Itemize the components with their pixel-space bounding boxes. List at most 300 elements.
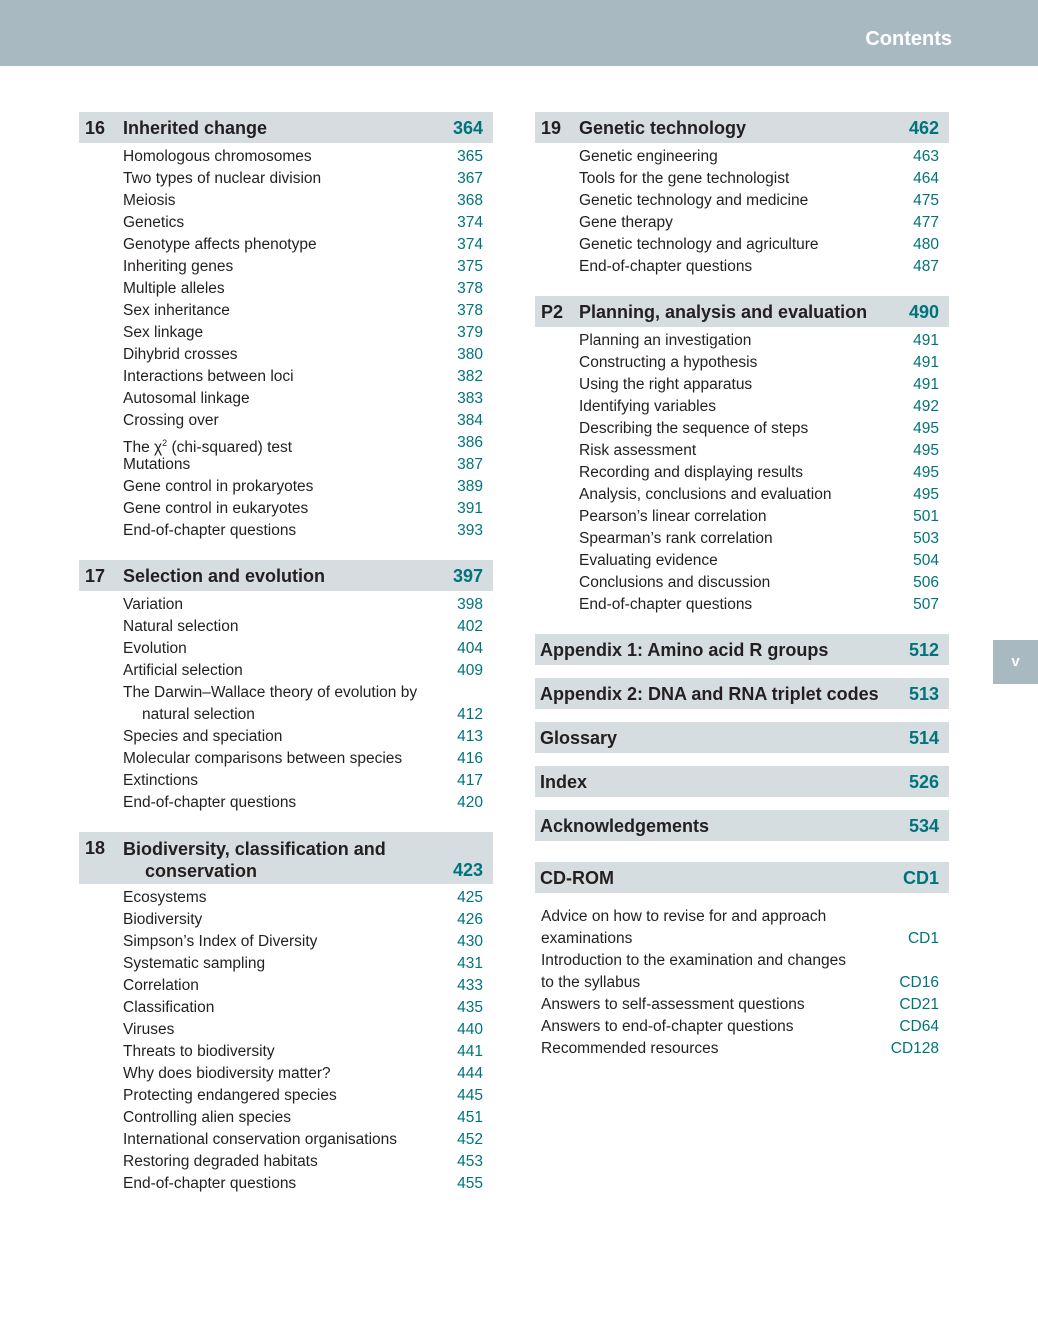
entry-title-continued: examinations	[541, 930, 633, 947]
entry-title	[123, 1041, 275, 1063]
entry-title	[123, 388, 250, 410]
toc-entry[interactable]	[79, 520, 493, 542]
chapter-title-line: Genetic technology	[579, 118, 747, 138]
entry-page-number: 480	[913, 236, 939, 253]
toc-entry[interactable]	[535, 418, 949, 440]
entry-title	[541, 1016, 793, 1038]
entry-title	[579, 190, 808, 212]
entry-page-number: 378	[457, 280, 483, 297]
toc-entry[interactable]	[79, 190, 493, 212]
entry-title	[579, 330, 751, 352]
entry-page-number: 386	[457, 434, 483, 451]
entry-page-number: CD128	[890, 1040, 939, 1057]
entry-page-number: 453	[457, 1153, 483, 1170]
entry-title-line: Ecosystems	[123, 889, 207, 906]
entry-page-number: 491	[913, 376, 939, 393]
entry-title-line: End-of-chapter questions	[579, 258, 753, 275]
entry-title-line: Crossing over	[123, 412, 219, 429]
toc-entry[interactable]	[79, 300, 493, 322]
spacer	[79, 542, 493, 560]
entry-title	[123, 1129, 397, 1151]
entry-title-line: Constructing a hypothesis	[579, 354, 758, 371]
toc-entry[interactable]	[79, 1041, 493, 1063]
entry-title	[579, 256, 752, 278]
entry-page-number: 440	[457, 1021, 483, 1038]
entry-page-number: 464	[913, 170, 939, 187]
chapter-heading[interactable]	[535, 296, 949, 327]
entry-title-line: Inheriting genes	[123, 258, 234, 275]
back-matter-heading[interactable]	[535, 766, 949, 797]
chapter-number: 19	[541, 118, 562, 138]
toc-entry[interactable]	[79, 146, 493, 168]
entry-title-line: Genetic technology and agriculture	[579, 236, 819, 253]
toc-entry[interactable]	[535, 528, 949, 550]
chapter-number: 16	[85, 118, 106, 138]
entry-title	[123, 498, 308, 520]
entry-title	[123, 1085, 337, 1107]
back-matter-heading[interactable]	[535, 634, 949, 665]
entry-title	[579, 506, 767, 528]
entry-title-line: Classification	[123, 999, 215, 1016]
entry-title-line: Dihybrid crosses	[123, 346, 238, 363]
entry-title-line: Answers to self-assessment questions	[541, 996, 805, 1013]
entry-title-line: Two types of nuclear division	[123, 170, 322, 187]
entry-title-part: (chi-squared) test	[167, 439, 293, 457]
entry-title-line: Natural selection	[123, 618, 239, 635]
entry-title	[123, 520, 296, 542]
chapter-title-line: Biodiversity, classification and	[123, 839, 386, 859]
entry-title-line: Molecular comparisons between species	[123, 750, 403, 767]
back-matter-page-number: 526	[908, 772, 939, 792]
entry-title	[123, 146, 312, 168]
chapter-page-number: 397	[452, 566, 483, 586]
chapter-title-line: Inherited change	[123, 118, 268, 138]
entry-title	[123, 638, 187, 660]
entry-page-number: 426	[457, 911, 483, 928]
spacer	[535, 844, 949, 862]
entry-page-number: 387	[457, 456, 483, 473]
toc-entry[interactable]	[79, 168, 493, 190]
spacer	[535, 712, 949, 722]
toc-entry[interactable]	[535, 396, 949, 418]
entry-title-line: Autosomal linkage	[123, 390, 250, 407]
entry-page-number: 382	[457, 368, 483, 385]
cdrom-title: CD-ROM	[540, 868, 614, 888]
entry-page-number: 492	[913, 398, 939, 415]
entry-title-line: Viruses	[123, 1021, 175, 1038]
chapter-title	[123, 838, 386, 882]
toc-entry[interactable]	[535, 462, 949, 484]
chapter-page-number: 462	[908, 118, 939, 138]
entry-title-line: End-of-chapter questions	[123, 522, 297, 539]
entry-title	[123, 212, 184, 234]
entry-page-number: 477	[913, 214, 939, 231]
entry-page-number: 451	[457, 1109, 483, 1126]
back-matter-title: Appendix 1: Amino acid R groups	[540, 640, 829, 660]
entry-title	[541, 1038, 718, 1060]
cdrom-heading[interactable]	[535, 862, 949, 893]
toc-entry[interactable]	[79, 1173, 493, 1195]
entry-title	[123, 997, 214, 1019]
toc-entry[interactable]	[79, 388, 493, 410]
toc-entry[interactable]	[79, 212, 493, 234]
spacer	[535, 668, 949, 678]
entry-title-line: Biodiversity	[123, 911, 203, 928]
entry-title-line: Controlling alien species	[123, 1109, 292, 1126]
entry-page-number: 413	[457, 728, 483, 745]
toc-entry[interactable]	[79, 792, 493, 814]
entry-title	[123, 300, 230, 322]
entry-page-number: 463	[913, 148, 939, 165]
entry-title	[123, 909, 202, 931]
entry-title-line: Interactions between loci	[123, 368, 294, 385]
entry-title-line: Conclusions and discussion	[579, 574, 771, 591]
entry-title	[579, 550, 718, 572]
toc-entry[interactable]	[79, 682, 493, 726]
toc-entry[interactable]	[79, 476, 493, 498]
entry-title-line: End-of-chapter questions	[123, 1175, 297, 1192]
toc-entry[interactable]	[79, 410, 493, 432]
entry-title-line: Spearman’s rank correlation	[579, 530, 773, 547]
entry-page-number: 383	[457, 390, 483, 407]
toc-entry[interactable]	[79, 234, 493, 256]
entry-page-number: 365	[457, 148, 483, 165]
entry-title-line: Simpson’s Index of Diversity	[123, 933, 318, 950]
toc-entry[interactable]	[79, 931, 493, 953]
entry-page-number: 416	[457, 750, 483, 767]
entry-title	[123, 887, 207, 909]
spacer	[535, 756, 949, 766]
entry-page-number: 402	[457, 618, 483, 635]
toc-entry[interactable]	[79, 1107, 493, 1129]
toc-entry[interactable]	[79, 887, 493, 909]
toc-entry[interactable]	[535, 352, 949, 374]
toc-entry[interactable]	[535, 594, 949, 616]
toc-entry[interactable]	[535, 234, 949, 256]
entry-title-line: Genetic technology and medicine	[579, 192, 809, 209]
entry-title-line: International conservation organisations	[123, 1131, 398, 1148]
entry-page-number: 379	[457, 324, 483, 341]
entry-title	[579, 168, 789, 190]
entry-title	[123, 792, 296, 814]
entry-title-superscript: 2	[162, 438, 168, 448]
toc-entry[interactable]	[535, 484, 949, 506]
entry-title	[541, 906, 826, 950]
back-matter-page-number: 534	[908, 816, 939, 836]
chapter-page-number: 423	[452, 860, 483, 880]
entry-page-number: 374	[457, 214, 483, 231]
entry-page-number: 503	[913, 530, 939, 547]
chapter-heading[interactable]	[79, 832, 493, 884]
toc-entry[interactable]	[79, 975, 493, 997]
entry-page-number: 412	[457, 706, 483, 723]
toc-entry[interactable]	[79, 1063, 493, 1085]
toc-entry[interactable]	[79, 454, 493, 476]
toc-entry[interactable]	[79, 909, 493, 931]
entry-title	[579, 462, 803, 484]
entry-title	[123, 748, 402, 770]
entry-title	[123, 366, 294, 388]
entry-title	[123, 682, 417, 726]
entry-page-number: CD21	[899, 996, 939, 1013]
toc-entry[interactable]	[79, 322, 493, 344]
entry-title	[579, 146, 718, 168]
spacer	[535, 896, 949, 906]
entry-title-line: Risk assessment	[579, 442, 697, 459]
entry-page-number: 441	[457, 1043, 483, 1060]
entry-title-line: Systematic sampling	[123, 955, 266, 972]
left-column	[79, 112, 493, 1195]
entry-title-line: Answers to end-of-chapter questions	[541, 1018, 794, 1035]
cdrom-page-number: CD1	[902, 868, 939, 888]
entry-page-number: 495	[913, 464, 939, 481]
right-column	[535, 112, 949, 1060]
entry-title	[123, 660, 243, 682]
chapter-page-number: 490	[908, 302, 939, 322]
back-matter-page-number: 513	[908, 684, 939, 704]
entry-title-line: Homologous chromosomes	[123, 148, 312, 165]
entry-title-line: Species and speciation	[123, 728, 283, 745]
entry-page-number: 368	[457, 192, 483, 209]
toc-entry[interactable]	[535, 168, 949, 190]
cdrom-entry[interactable]	[535, 1038, 949, 1060]
toc-entry[interactable]	[79, 432, 493, 457]
entry-title	[123, 476, 313, 498]
entry-page-number: 374	[457, 236, 483, 253]
entry-page-number: 420	[457, 794, 483, 811]
entry-page-number: 384	[457, 412, 483, 429]
entry-title	[123, 1107, 291, 1129]
chapter-title	[123, 566, 325, 587]
toc-entry[interactable]	[79, 660, 493, 682]
entry-title-line: Artificial selection	[123, 662, 243, 679]
toc-entry[interactable]	[79, 344, 493, 366]
spacer	[79, 814, 493, 832]
entry-title	[123, 278, 225, 300]
toc-entry[interactable]	[79, 594, 493, 616]
entry-page-number: 501	[913, 508, 939, 525]
entry-title-line: Describing the sequence of steps	[579, 420, 809, 437]
chapter-heading[interactable]	[535, 112, 949, 143]
spacer	[535, 616, 949, 634]
entry-title-line: Identifying variables	[579, 398, 716, 415]
entry-title	[579, 352, 757, 374]
entry-page-number: 495	[913, 420, 939, 437]
chapter-title-continued: conservation	[145, 861, 258, 881]
entry-title-line: End-of-chapter questions	[579, 596, 753, 613]
chapter-title	[579, 302, 867, 323]
entry-title	[123, 234, 317, 256]
entry-page-number: 435	[457, 999, 483, 1016]
toc-entry[interactable]	[79, 770, 493, 792]
entry-page-number: 389	[457, 478, 483, 495]
entry-page-number: 375	[457, 258, 483, 275]
cdrom-entry[interactable]	[535, 994, 949, 1016]
header-bar	[0, 0, 1038, 66]
entry-title-continued: natural selection	[142, 706, 255, 723]
entry-title	[123, 190, 176, 212]
toc-entry[interactable]	[79, 1129, 493, 1151]
entry-title-line: Meiosis	[123, 192, 176, 209]
toc-entry[interactable]	[535, 374, 949, 396]
entry-title	[579, 396, 716, 418]
entry-title-line: The Darwin–Wallace theory of evolution by	[123, 684, 418, 701]
entry-page-number: 445	[457, 1087, 483, 1104]
spacer	[535, 800, 949, 810]
back-matter-heading[interactable]	[535, 810, 949, 841]
entry-title-line: Recommended resources	[541, 1040, 719, 1057]
spacer	[535, 278, 949, 296]
toc-entry[interactable]	[535, 572, 949, 594]
entry-title-line: Gene control in eukaryotes	[123, 500, 309, 517]
entry-title	[579, 440, 696, 462]
entry-title	[123, 1173, 296, 1195]
toc-entry[interactable]	[79, 278, 493, 300]
entry-title-line: Gene therapy	[579, 214, 673, 231]
toc-entry[interactable]	[535, 330, 949, 352]
entry-title	[123, 975, 199, 997]
entry-title-line: Analysis, conclusions and evaluation	[579, 486, 832, 503]
entry-title	[123, 410, 219, 432]
entry-title	[123, 454, 190, 476]
chapter-number: 17	[85, 566, 106, 586]
toc-entry[interactable]	[79, 1151, 493, 1173]
entry-page-number: 367	[457, 170, 483, 187]
entry-title-line: Genetic engineering	[579, 148, 718, 165]
entry-title	[541, 950, 846, 994]
toc-entry[interactable]	[535, 146, 949, 168]
chapter-number: P2	[541, 302, 564, 322]
back-matter-title: Acknowledgements	[540, 816, 710, 836]
back-matter-title: Appendix 2: DNA and RNA triplet codes	[540, 684, 879, 704]
cdrom-entry[interactable]	[535, 950, 949, 994]
entry-page-number: 495	[913, 442, 939, 459]
chapter-title-line: Selection and evolution	[123, 566, 326, 586]
entry-page-number: 507	[913, 596, 939, 613]
toc-entry[interactable]	[79, 726, 493, 748]
entry-title-part: The χ	[123, 439, 163, 457]
toc-entry[interactable]	[535, 256, 949, 278]
entry-page-number: 452	[457, 1131, 483, 1148]
toc-entry[interactable]	[535, 190, 949, 212]
back-matter-title: Index	[540, 772, 588, 792]
entry-page-number: 393	[457, 522, 483, 539]
chapter-heading[interactable]	[79, 560, 493, 591]
entry-title-line: Genotype affects phenotype	[123, 236, 317, 253]
entry-page-number: 417	[457, 772, 483, 789]
entry-page-number: 495	[913, 486, 939, 503]
toc-entry[interactable]	[79, 1019, 493, 1041]
entry-title	[123, 953, 265, 975]
entry-title	[579, 418, 808, 440]
toc-entry[interactable]	[79, 638, 493, 660]
entry-page-number: 491	[913, 332, 939, 349]
entry-title-line: Extinctions	[123, 772, 198, 789]
back-matter-heading[interactable]	[535, 678, 949, 709]
entry-title	[123, 1063, 331, 1085]
entry-title	[123, 322, 203, 344]
toc-entry[interactable]	[535, 550, 949, 572]
toc-entry[interactable]	[79, 748, 493, 770]
entry-title-line: Correlation	[123, 977, 199, 994]
entry-title-line: Genetics	[123, 214, 185, 231]
entry-page-number: 433	[457, 977, 483, 994]
toc-entry[interactable]	[79, 997, 493, 1019]
chapter-number: 18	[85, 838, 106, 858]
entry-page-number: 504	[913, 552, 939, 569]
toc-entry[interactable]	[79, 498, 493, 520]
chapter-title	[579, 118, 746, 139]
entry-title	[579, 594, 752, 616]
entry-title-line: Multiple alleles	[123, 280, 225, 297]
toc-entry[interactable]	[79, 256, 493, 278]
entry-title-line: Why does biodiversity matter?	[123, 1065, 331, 1082]
cdrom-section	[535, 862, 949, 1060]
back-matter-heading[interactable]	[535, 722, 949, 753]
entry-title-line: Mutations	[123, 456, 191, 473]
entry-title	[123, 256, 233, 278]
toc-entry[interactable]	[79, 366, 493, 388]
entry-title	[123, 1019, 174, 1041]
entry-page-number: CD64	[899, 1018, 939, 1035]
cdrom-entry[interactable]	[535, 906, 949, 950]
entry-title-line: Protecting endangered species	[123, 1087, 337, 1104]
entry-page-number: 455	[457, 1175, 483, 1192]
chapter-title	[123, 118, 267, 139]
toc-entry[interactable]	[535, 440, 949, 462]
toc-entry[interactable]	[79, 616, 493, 638]
cdrom-entry[interactable]	[535, 1016, 949, 1038]
entry-title	[579, 572, 770, 594]
entry-page-number: 487	[913, 258, 939, 275]
entry-title-line: Using the right apparatus	[579, 376, 753, 393]
entry-title	[541, 994, 805, 1016]
entry-page-number: 431	[457, 955, 483, 972]
entry-title	[579, 484, 831, 506]
entry-title	[123, 168, 321, 190]
entry-title	[123, 594, 183, 616]
entry-title	[579, 234, 819, 256]
entry-title-line: Variation	[123, 596, 184, 613]
entry-title	[579, 374, 752, 396]
entry-page-number: 380	[457, 346, 483, 363]
toc-entry[interactable]	[79, 1085, 493, 1107]
entry-page-number: 409	[457, 662, 483, 679]
page-title: Contents	[865, 28, 952, 50]
entry-title-line: Pearson’s linear correlation	[579, 508, 767, 525]
entry-title	[579, 528, 773, 550]
toc-entry[interactable]	[535, 212, 949, 234]
back-matter-page-number: 514	[908, 728, 939, 748]
entry-page-number: 430	[457, 933, 483, 950]
page-number-tab: v	[993, 640, 1038, 684]
entry-title	[123, 931, 317, 953]
toc-entry[interactable]	[535, 506, 949, 528]
entry-title	[123, 616, 238, 638]
entry-title	[123, 1151, 318, 1173]
entry-page-number: 491	[913, 354, 939, 371]
entry-page-number: 444	[457, 1065, 483, 1082]
back-matter-title: Glossary	[540, 728, 618, 748]
entry-page-number: 378	[457, 302, 483, 319]
entry-page-number: 398	[457, 596, 483, 613]
entry-page-number: CD1	[907, 930, 939, 947]
back-matter-page-number: 512	[908, 640, 939, 660]
entry-title-line: Recording and displaying results	[579, 464, 804, 481]
toc-entry[interactable]	[79, 953, 493, 975]
entry-title-line: Evaluating evidence	[579, 552, 718, 569]
chapter-heading[interactable]	[79, 112, 493, 143]
